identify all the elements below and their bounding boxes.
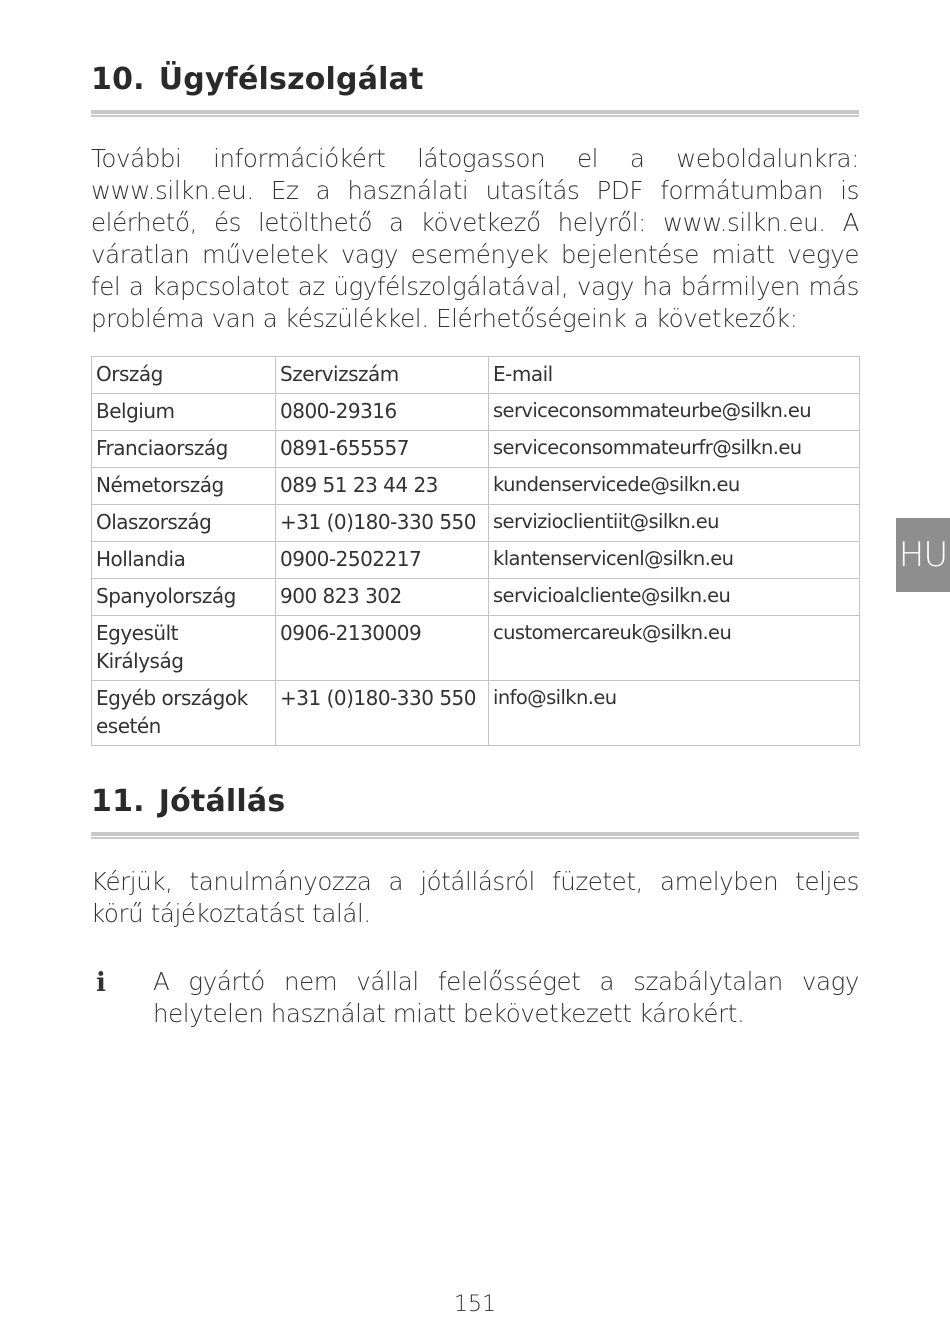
header-country: Ország [92, 357, 276, 394]
section-10-rule [91, 110, 859, 117]
section-10-heading [91, 62, 424, 97]
cell-country: Spanyolország [92, 579, 276, 616]
cell-email: info@silkn.eu [489, 681, 860, 746]
cell-email: kundenservicede@silkn.eu [489, 468, 860, 505]
section-11-intro: Kérjük, tanulmányozza a jótállásról füzetet, amelyben teljes körű tájékoztatást talál. [91, 867, 859, 928]
cell-service-number: 089 51 23 44 23 [276, 468, 489, 505]
cell-email: serviceconsommateurfr@silkn.eu [489, 431, 860, 468]
cell-email: klantenservicenl@silkn.eu [489, 542, 860, 579]
section-10-number: 10. [91, 62, 145, 97]
info-note-text: A gyártó nem vállal felelősséget a szabálytalan vagy helytelen használat miatt bekövetkezett károkért. [153, 967, 859, 1028]
contacts-table-body [92, 357, 860, 746]
cell-country: Belgium [92, 394, 276, 431]
table-row [92, 431, 860, 468]
cell-country: Olaszország [92, 505, 276, 542]
cell-country: Hollandia [92, 542, 276, 579]
info-icon: i [96, 968, 106, 998]
cell-email: servizioclientiit@silkn.eu [489, 505, 860, 542]
section-11-heading [91, 784, 285, 819]
header-email: E-mail [489, 357, 860, 394]
table-header-row [92, 357, 860, 394]
cell-country: Egyesült Királyság [92, 616, 276, 681]
table-row [92, 681, 860, 746]
table-row [92, 579, 860, 616]
cell-service-number: 0891-655557 [276, 431, 489, 468]
cell-service-number: 0900-2502217 [276, 542, 489, 579]
page-number: 151 [454, 1292, 496, 1317]
table-row [92, 468, 860, 505]
section-11-number: 11. [91, 784, 145, 819]
cell-email: customercareuk@silkn.eu [489, 616, 860, 681]
cell-email: serviceconsommateurbe@silkn.eu [489, 394, 860, 431]
cell-country: Franciaország [92, 431, 276, 468]
table-row [92, 505, 860, 542]
language-tab: HU [896, 518, 950, 592]
section-11-rule [91, 832, 859, 839]
table-row [92, 542, 860, 579]
contacts-table [91, 356, 860, 746]
cell-service-number: +31 (0)180-330 550 [276, 505, 489, 542]
header-service-number: Szervizszám [276, 357, 489, 394]
section-10-title: Ügyfélszolgálat [158, 62, 424, 97]
table-row [92, 616, 860, 681]
cell-country: Egyéb országok esetén [92, 681, 276, 746]
cell-service-number: +31 (0)180-330 550 [276, 681, 489, 746]
cell-country: Németország [92, 468, 276, 505]
section-10-intro: További információkért látogasson el a weboldalunkra: www.silkn.eu. Ez a használati utasítás PDF formátumban is elérhető, és letölthető a következő helyről: www.silkn.eu. A váratlan műveletek vagy események bejelentése miatt vegye fel a kapcsolatot az ügyfélszolgálatával, vagy ha bármilyen más probléma van a készülékkel. Elérhetőségeink a következők: [91, 144, 859, 333]
section-11-title: Jótállás [158, 784, 286, 819]
cell-service-number: 0800-29316 [276, 394, 489, 431]
cell-service-number: 0906-2130009 [276, 616, 489, 681]
table-row [92, 394, 860, 431]
cell-service-number: 900 823 302 [276, 579, 489, 616]
cell-email: servicioalcliente@silkn.eu [489, 579, 860, 616]
